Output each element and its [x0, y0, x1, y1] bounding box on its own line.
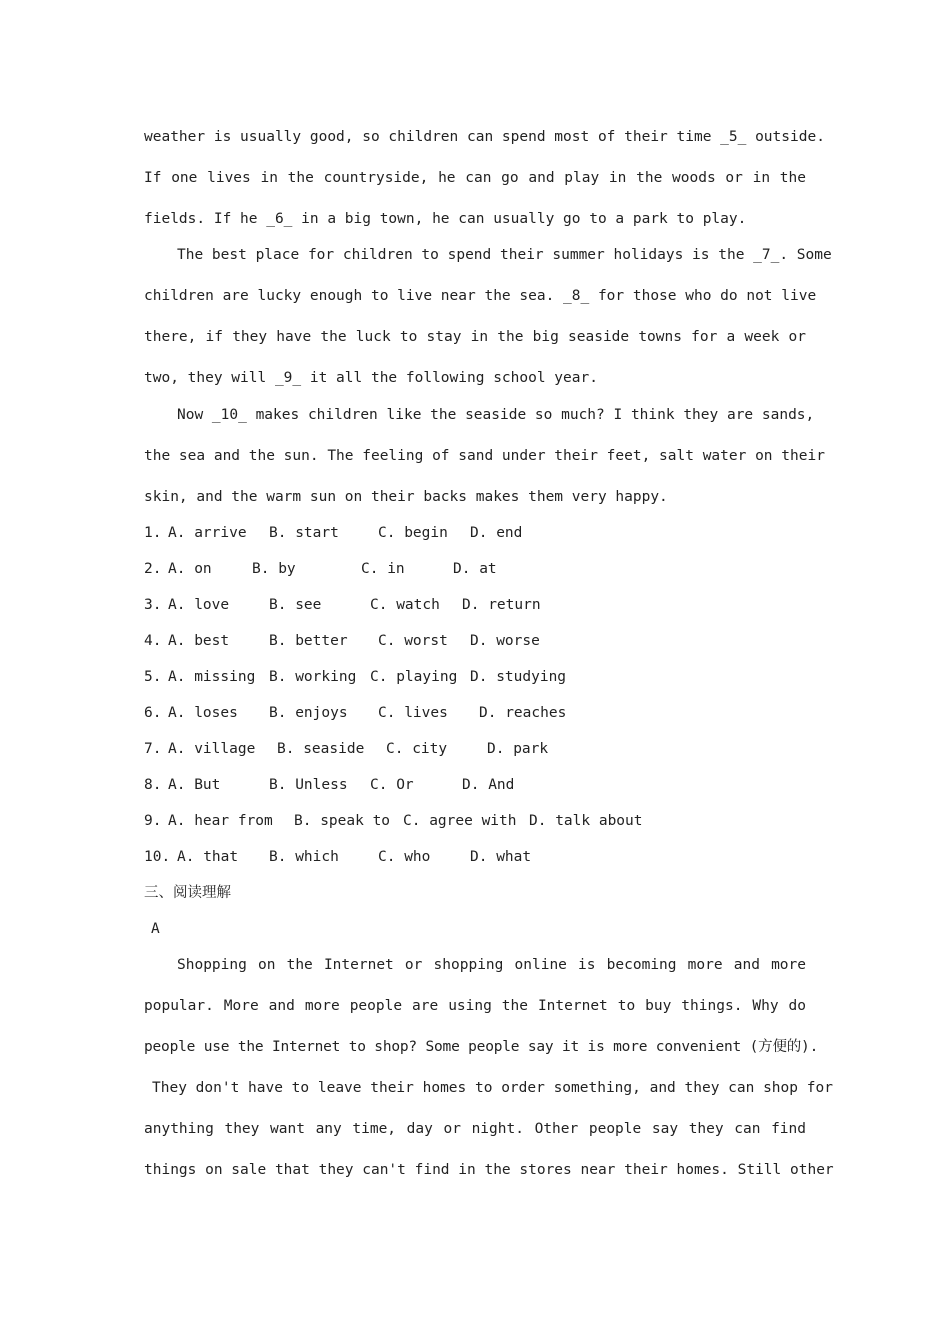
option-c: C. watch: [370, 597, 440, 613]
question-number: 4.: [144, 633, 162, 649]
option-d: D. park: [487, 741, 549, 757]
option-a: A. missing: [168, 669, 256, 685]
option-a: A. loses: [168, 705, 238, 721]
question-number: 8.: [144, 777, 162, 793]
option-c: C. Or: [370, 777, 414, 793]
reading-line-5: anything they want any time, day or night. Other people say they can find: [144, 1121, 806, 1137]
cloze-line-3: fields. If he _6_ in a big town, he can usually go to a park to play.: [144, 211, 747, 227]
option-a: A. But: [168, 777, 221, 793]
option-a: A. on: [168, 561, 212, 577]
cloze-line-7: two, they will _9_ it all the following school year.: [144, 370, 598, 386]
option-d: D. return: [462, 597, 541, 613]
option-c: C. in: [361, 561, 405, 577]
option-a: A. hear from: [168, 813, 273, 829]
option-d: D. reaches: [479, 705, 567, 721]
option-c: C. worst: [378, 633, 448, 649]
option-a: A. village: [168, 741, 256, 757]
reading-line-6: things on sale that they can't find in the stores near their homes. Still other: [144, 1162, 834, 1178]
section-heading: 三、阅读理解: [144, 885, 231, 901]
option-d: D. talk about: [529, 813, 643, 829]
option-b: B. better: [269, 633, 348, 649]
option-c: C. city: [386, 741, 448, 757]
option-a: A. best: [168, 633, 230, 649]
option-c: C. lives: [378, 705, 448, 721]
option-c: C. begin: [378, 525, 448, 541]
reading-line-4: They don't have to leave their homes to order something, and they can shop for: [152, 1080, 833, 1096]
subsection-label: A: [151, 921, 160, 937]
reading-line-2: popular. More and more people are using the Internet to buy things. Why do: [144, 998, 806, 1014]
option-d: D. at: [453, 561, 497, 577]
question-number: 2.: [144, 561, 162, 577]
question-number: 9.: [144, 813, 162, 829]
option-d: D. studying: [470, 669, 567, 685]
cloze-line-1: weather is usually good, so children can spend most of their time _5_ outside.: [144, 129, 825, 145]
cloze-line-8: Now _10_ makes children like the seaside so much? I think they are sands,: [177, 407, 815, 423]
question-number: 1.: [144, 525, 162, 541]
question-number: 7.: [144, 741, 162, 757]
cloze-line-5: children are lucky enough to live near the sea. _8_ for those who do not live: [144, 288, 817, 304]
question-number: 10.: [144, 849, 171, 865]
option-a: A. arrive: [168, 525, 247, 541]
option-a: A. that: [177, 849, 239, 865]
question-number: 5.: [144, 669, 162, 685]
reading-line-3: people use the Internet to shop? Some people say it is more convenient (方便的).: [144, 1039, 819, 1055]
option-b: B. see: [269, 597, 322, 613]
option-b: B. working: [269, 669, 357, 685]
cloze-line-9: the sea and the sun. The feeling of sand under their feet, salt water on their: [144, 448, 825, 464]
cloze-line-2: If one lives in the countryside, he can go and play in the woods or in the: [144, 170, 806, 186]
option-d: D. end: [470, 525, 523, 541]
cloze-line-10: skin, and the warm sun on their backs makes them very happy.: [144, 489, 668, 505]
option-b: B. speak to: [294, 813, 391, 829]
option-a: A. love: [168, 597, 230, 613]
option-d: D. what: [470, 849, 532, 865]
option-b: B. Unless: [269, 777, 348, 793]
question-number: 3.: [144, 597, 162, 613]
option-c: C. playing: [370, 669, 458, 685]
option-b: B. start: [269, 525, 339, 541]
option-b: B. which: [269, 849, 339, 865]
cloze-line-6: there, if they have the luck to stay in the big seaside towns for a week or: [144, 329, 806, 345]
option-b: B. by: [252, 561, 296, 577]
option-c: C. agree with: [403, 813, 517, 829]
option-c: C. who: [378, 849, 431, 865]
option-b: B. seaside: [277, 741, 365, 757]
option-b: B. enjoys: [269, 705, 348, 721]
option-d: D. And: [462, 777, 515, 793]
option-d: D. worse: [470, 633, 540, 649]
question-number: 6.: [144, 705, 162, 721]
cloze-line-4: The best place for children to spend their summer holidays is the _7_. Some: [177, 247, 832, 263]
reading-line-1: Shopping on the Internet or shopping online is becoming more and more: [177, 957, 806, 973]
